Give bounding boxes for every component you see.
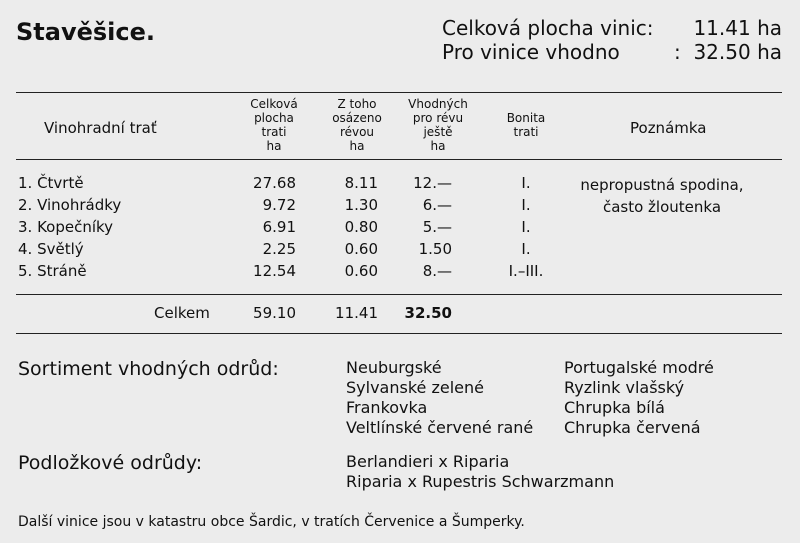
page-title: Stavěšice. <box>16 18 156 46</box>
row-suitable: 6.— <box>422 196 452 214</box>
variety-item: Chrupka bílá <box>564 398 665 417</box>
suitable-area <box>442 40 782 64</box>
row-suitable: 1.50 <box>418 240 452 258</box>
col-header-total: Celková plocha trati ha <box>250 97 298 153</box>
row-total: 12.54 <box>253 262 296 280</box>
row-name: 1. Čtvrtě <box>18 174 84 192</box>
rootstock-item: Berlandieri x Riparia <box>346 452 510 471</box>
sum-total: 59.10 <box>253 304 296 322</box>
row-name: 3. Kopečníky <box>18 218 114 236</box>
row-bonita: I. <box>521 174 531 192</box>
total-area-label: Celková plocha vinic: <box>442 16 654 40</box>
variety-item: Chrupka červená <box>564 418 701 437</box>
sum-suitable: 32.50 <box>404 304 452 322</box>
row-total: 6.91 <box>262 218 296 236</box>
variety-item: Neuburgské <box>346 358 442 377</box>
row-total: 27.68 <box>253 174 296 192</box>
row-suitable: 8.— <box>422 262 452 280</box>
variety-item: Veltlínské červené rané <box>346 418 534 437</box>
note-cell: nepropustná spodina, často žloutenka <box>580 176 744 216</box>
row-total: 2.25 <box>262 240 296 258</box>
col-header-name: Vinohradní trať <box>44 119 157 137</box>
table-bottom-rule <box>16 333 782 334</box>
variety-item: Sylvanské zelené <box>346 378 484 397</box>
sum-planted: 11.41 <box>335 304 378 322</box>
row-name: 5. Stráně <box>18 262 87 280</box>
row-bonita: I.–III. <box>508 262 544 280</box>
col-header-planted: Z toho osázeno révou ha <box>332 97 382 153</box>
row-suitable: 12.— <box>413 174 452 192</box>
row-total: 9.72 <box>262 196 296 214</box>
row-planted: 1.30 <box>344 196 378 214</box>
row-planted: 8.11 <box>344 174 378 192</box>
footer-note: Další vinice jsou v katastru obce Šardic, v tratích Červenice a Šumperky. <box>18 514 525 530</box>
rootstock-item: Riparia x Rupestris Schwarzmann <box>346 472 615 491</box>
row-name: 4. Světlý <box>18 240 84 258</box>
col-header-suitable: Vhodných pro révu ještě ha <box>408 97 468 153</box>
rootstock-list <box>346 452 614 492</box>
sortiment-label: Sortiment vhodných odrůd: <box>18 358 279 380</box>
col-header-note: Poznámka <box>630 119 707 137</box>
sortiment-col1 <box>346 358 533 438</box>
variety-item: Ryzlink vlašský <box>564 378 685 397</box>
col-header-bonita: Bonita trati <box>506 111 546 139</box>
row-name: 2. Vinohrádky <box>18 196 122 214</box>
row-planted: 0.60 <box>344 240 378 258</box>
row-planted: 0.80 <box>344 218 378 236</box>
total-area <box>442 16 782 40</box>
total-area-value: 11.41 ha <box>693 16 782 40</box>
suitable-area-separator: : <box>674 40 681 64</box>
table-top-rule <box>16 92 782 93</box>
row-bonita: I. <box>521 196 531 214</box>
row-planted: 0.60 <box>344 262 378 280</box>
suitable-area-label: Pro vinice vhodno <box>442 40 620 64</box>
table-sum-rule <box>16 294 782 295</box>
variety-item: Frankovka <box>346 398 428 417</box>
sum-label: Celkem <box>154 304 210 322</box>
table-header-rule <box>16 159 782 160</box>
suitable-area-value: 32.50 ha <box>693 40 782 64</box>
row-suitable: 5.— <box>422 218 452 236</box>
rootstock-label: Podložkové odrůdy: <box>18 452 203 474</box>
row-bonita: I. <box>521 240 531 258</box>
variety-item: Portugalské modré <box>564 358 714 377</box>
sortiment-col2 <box>564 358 714 438</box>
row-bonita: I. <box>521 218 531 236</box>
